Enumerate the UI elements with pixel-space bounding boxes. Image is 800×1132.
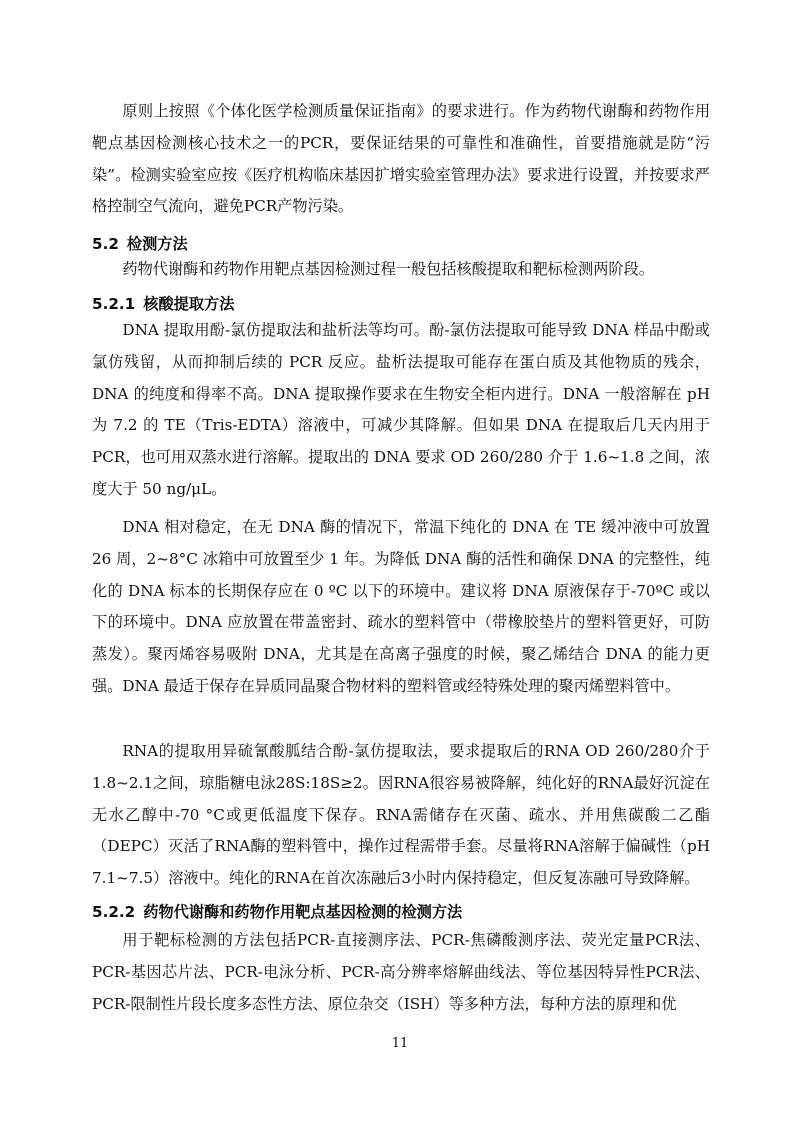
- section-heading-5-2: [92, 232, 188, 256]
- section-title: 核酸提取方法: [143, 295, 235, 313]
- paragraph-detection-overview: 药物代谢酶和药物作用靶点基因检测过程一般包括核酸提取和靶标检测两阶段。: [122, 260, 654, 278]
- section-heading-5-2-2: [92, 900, 462, 924]
- section-number: 5.2.2: [92, 903, 136, 921]
- page-number: 11: [391, 1036, 409, 1051]
- section-title: 检测方法: [126, 235, 188, 253]
- section-number: 5.2.1: [92, 295, 136, 313]
- paragraph-rna-extraction: RNA的提取用异硫氰酸胍结合酚-氯仿提取法，要求提取后的RNA OD 260/280介于1.8~2.1之间，琼脂糖电泳28S:18S≥2。因RNA很容易被降解，纯化好的RNA最好沉淀在无水乙醇中-70 °C或更低温度下保存。RNA需储存在灭菌、疏水、并用焦碳酸二乙酯（DEPC）灭活了RNA酶的塑料管中，操作过程需带手套。尽量将RNA溶解于偏碱性（pH 7.1~7.5）溶液中。纯化的RNA在首次冻融后3小时内保持稳定，但反复冻融可导致降解。: [92, 742, 710, 888]
- paragraph-quality-guideline: 原则上按照《个体化医学检测质量保证指南》的要求进行。作为药物代谢酶和药物作用靶点基因检测核心技术之一的PCR，要保证结果的可靠性和准确性，首要措施就是防“污染”。检测实验室应按《医疗机构临床基因扩增实验室管理办法》要求进行设置，并按要求严格控制空气流向，避免PCR产物污染。: [92, 102, 710, 216]
- section-heading-5-2-1: [92, 292, 234, 316]
- paragraph-target-detection-methods: 用于靶标检测的方法包括PCR-直接测序法、PCR-焦磷酸测序法、荧光定量PCR法、PCR-基因芯片法、PCR-电泳分析、PCR-高分辨率熔解曲线法、等位基因特异性PCR法、PCR-限制性片段长度多态性方法、原位杂交（ISH）等多种方法，每种方法的原理和优: [92, 931, 710, 1013]
- paragraph-dna-storage: DNA 相对稳定，在无 DNA 酶的情况下，常温下纯化的 DNA 在 TE 缓冲液中可放置 26 周，2~8°C 冰箱中可放置至少 1 年。为降低 DNA 酶的活性和确保 DNA 的完整性，纯化的 DNA 标本的长期保存应在 0 ºC 以下的环境中。建议将 DNA 原液保存于-70ºC 或以下的环境中。DNA 应放置在带盖密封、疏水的塑料管中（带橡胶垫片的塑料管更好，可防蒸发）。聚丙烯容易吸附 DNA，尤其是在高离子强度的时候，聚乙烯结合 DNA 的能力更强。DNA 最适于保存在异质同晶聚合物材料的塑料管或经特殊处理的聚丙烯塑料管中。: [92, 518, 710, 695]
- section-title: 药物代谢酶和药物作用靶点基因检测的检测方法: [143, 903, 463, 921]
- paragraph-dna-extraction: DNA 提取用酚-氯仿提取法和盐析法等均可。酚-氯仿法提取可能导致 DNA 样品中酚或氯仿残留，从而抑制后续的 PCR 反应。盐析法提取可能存在蛋白质及其他物质的残余，DNA 的纯度和得率不高。DNA 提取操作要求在生物安全柜内进行。DNA 一般溶解在 pH 为 7.2 的 TE（Tris-EDTA）溶液中，可减少其降解。但如果 DNA 在提取后几天内用于 PCR，也可用双蒸水进行溶解。提取出的 DNA 要求 OD 260/280 介于 1.6~1.8 之间，浓度大于 50 ng/μL。: [92, 321, 710, 498]
- section-number: 5.2: [92, 235, 119, 253]
